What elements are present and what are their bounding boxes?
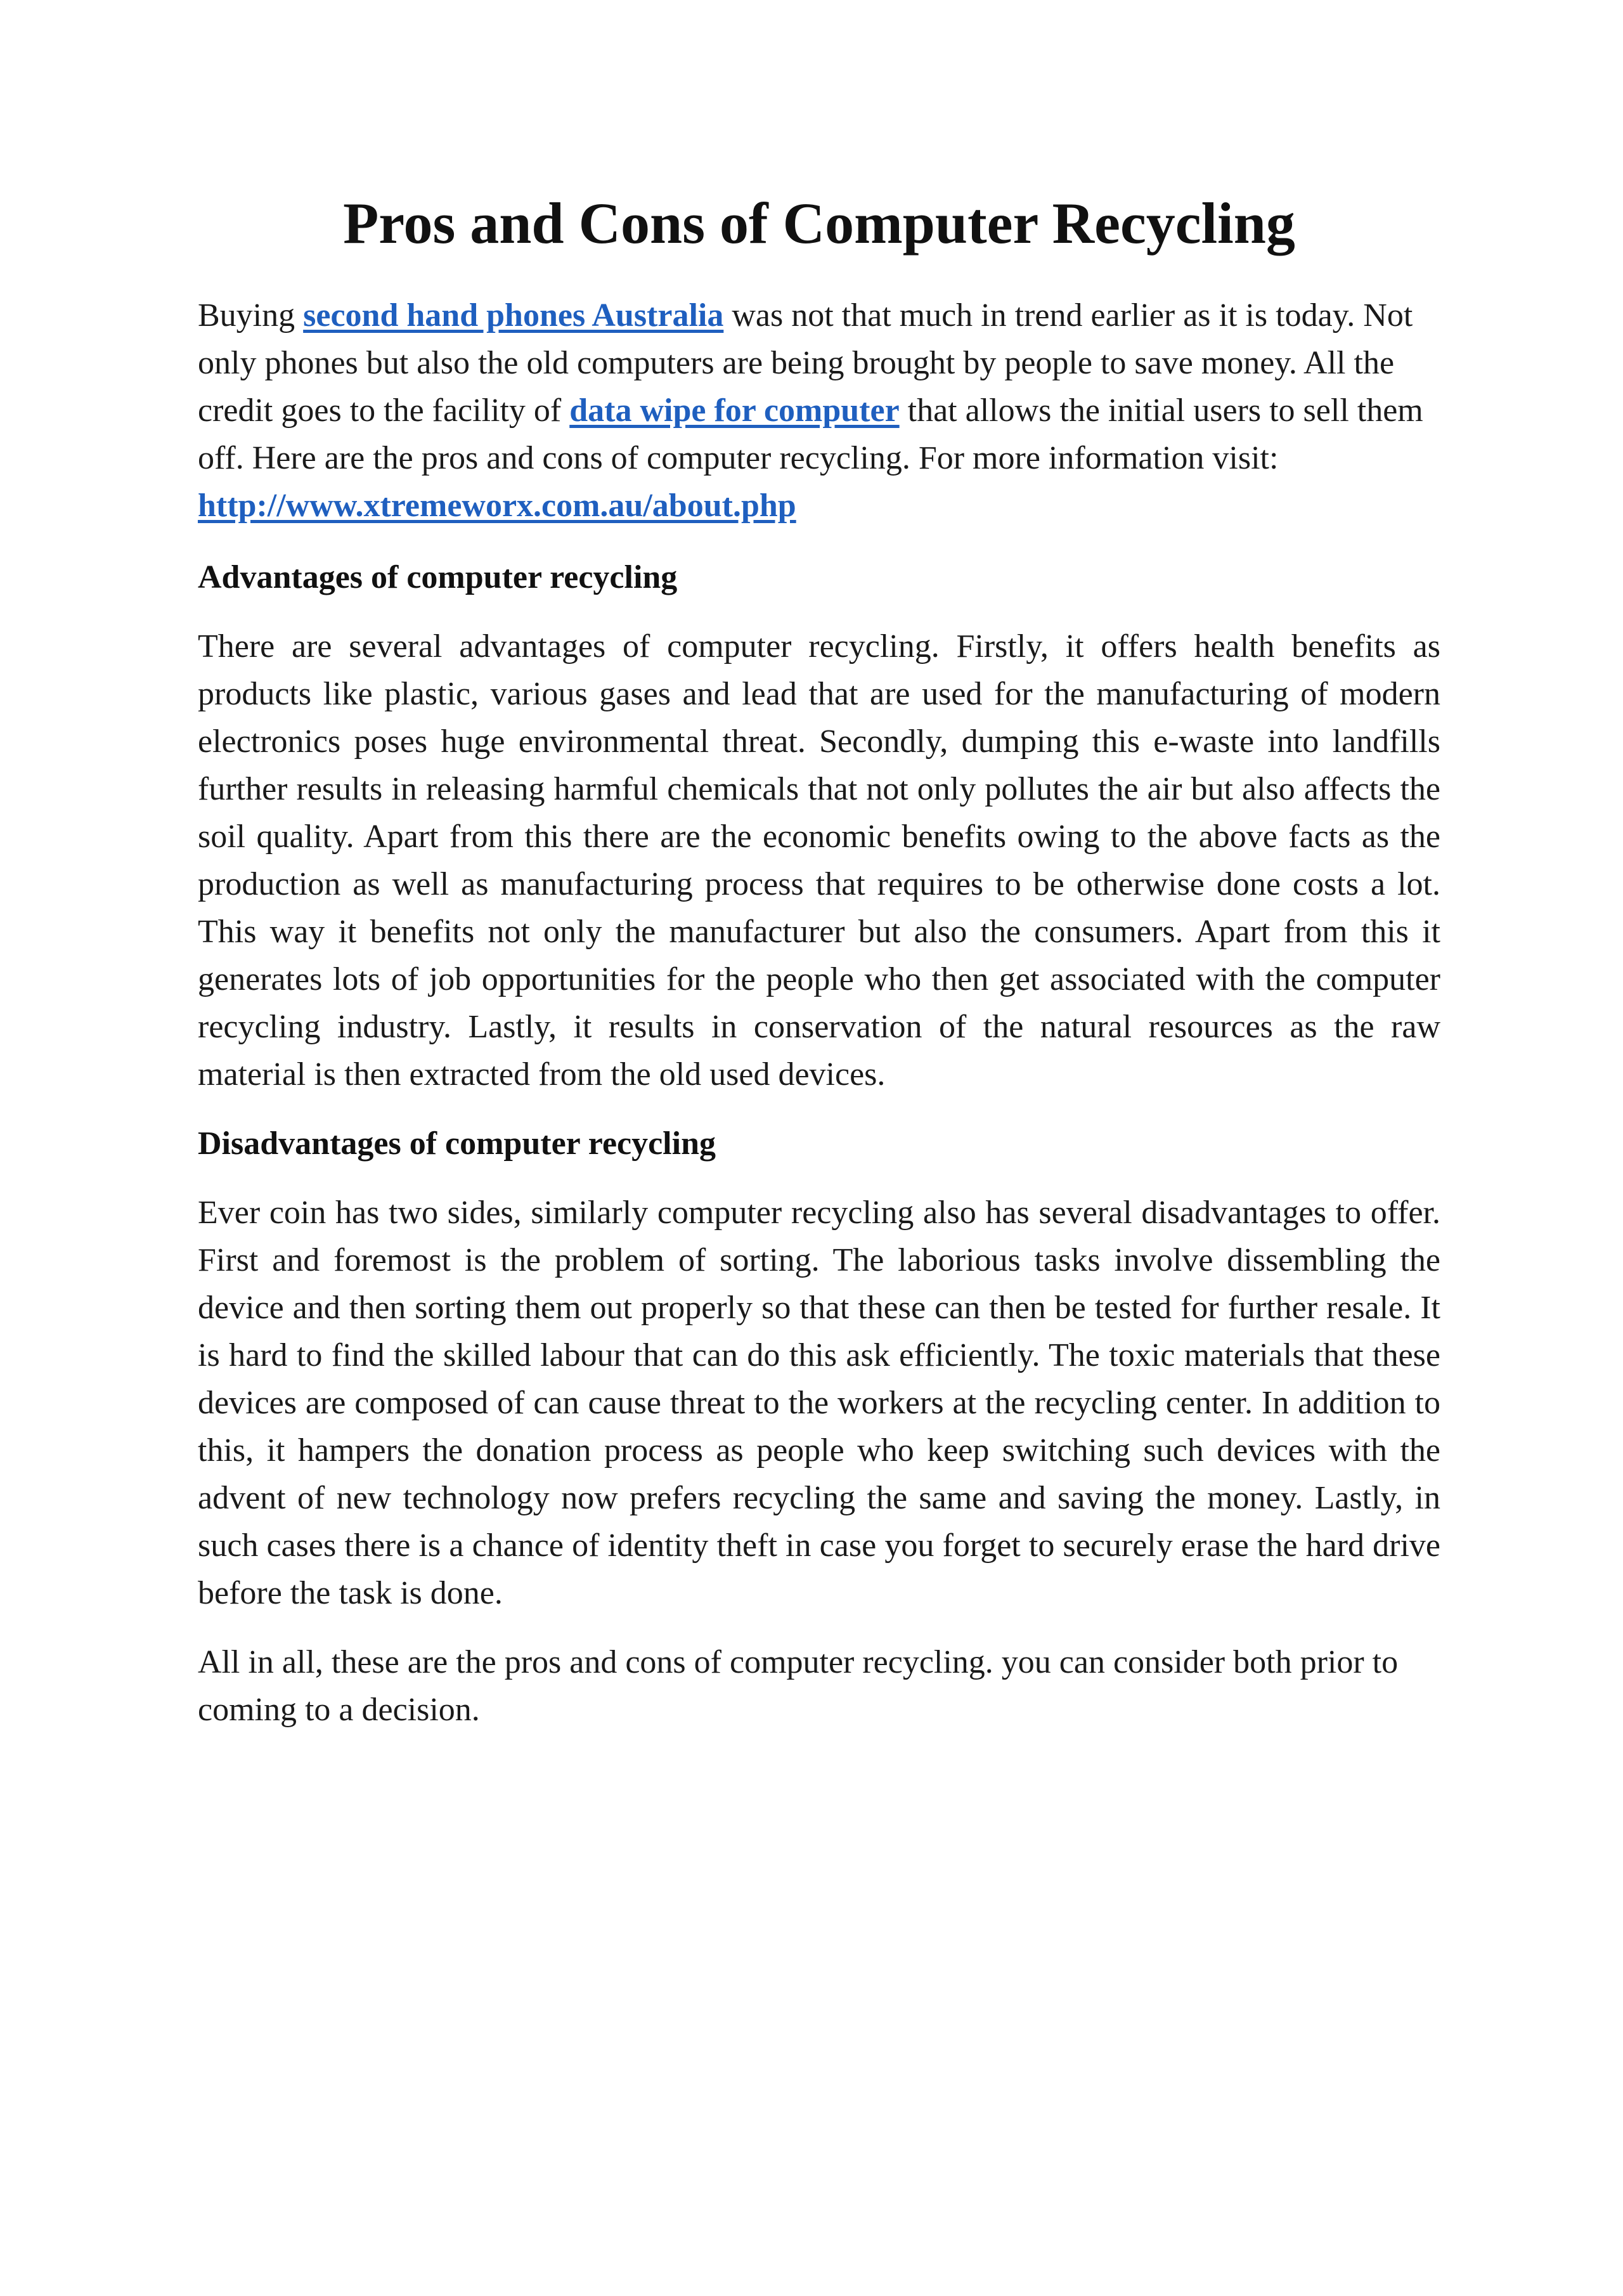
- second-hand-phones-link[interactable]: second hand phones Australia: [303, 297, 724, 334]
- intro-text-3: that allows the initial users to sell them off. Here are the pros and cons of computer recycling. For more information visit:: [198, 392, 1423, 476]
- intro-text-2: was not that much in trend earlier as it is today. Not only phones but also the old computers are being brought by people to save money. All the credit goes to the facility of: [198, 297, 1413, 429]
- disadvantages-heading: Disadvantages of computer recycling: [198, 1125, 716, 1162]
- conclusion-paragraph: All in all, these are the pros and cons of computer recycling. you can consider both prior to coming to a decision.: [198, 1644, 1399, 1728]
- disadvantages-paragraph: Ever coin has two sides, similarly computer recycling also has several disadvantages to offer. First and foremost is the problem of sorting. The laborious tasks involve dissembling the device and then sorting them out properly so that these can then be tested for further resale. It is hard to find the skilled labour that can do this ask efficiently. The toxic materials that these devices are composed of can cause threat to the workers at the recycling center. In addition to this, it hampers the donation process as people who keep switching such devices with the advent of new technology now prefers recycling the same and saving the money. Lastly, in such cases there is a chance of identity theft in case you forget to securely erase the hard drive before the task is done.: [198, 1194, 1440, 1611]
- about-page-link[interactable]: http://www.xtremeworx.com.au/about.php: [198, 487, 796, 524]
- document-page: [198, 190, 1440, 1734]
- advantages-heading: Advantages of computer recycling: [198, 559, 678, 595]
- document-title: Pros and Cons of Computer Recycling: [343, 191, 1295, 256]
- intro-text-1: Buying: [198, 297, 304, 334]
- data-wipe-link[interactable]: data wipe for computer: [569, 392, 900, 429]
- intro-paragraph: [198, 292, 1440, 529]
- advantages-paragraph: There are several advantages of computer recycling. Firstly, it offers health benefits as products like plastic, various gases and lead that are used for the manufacturing of modern electronics poses huge environmental threat. Secondly, dumping this e-waste into landfills further results in releasing harmful chemicals that not only pollutes the air but also affects the soil quality. Apart from this there are the economic benefits owing to the above facts as the production as well as manufacturing process that requires to be otherwise done costs a lot. This way it benefits not only the manufacturer but also the consumers. Apart from this it generates lots of job opportunities for the people who then get associated with the computer recycling industry. Lastly, it results in conservation of the natural resources as the raw material is then extracted from the old used devices.: [198, 628, 1440, 1093]
